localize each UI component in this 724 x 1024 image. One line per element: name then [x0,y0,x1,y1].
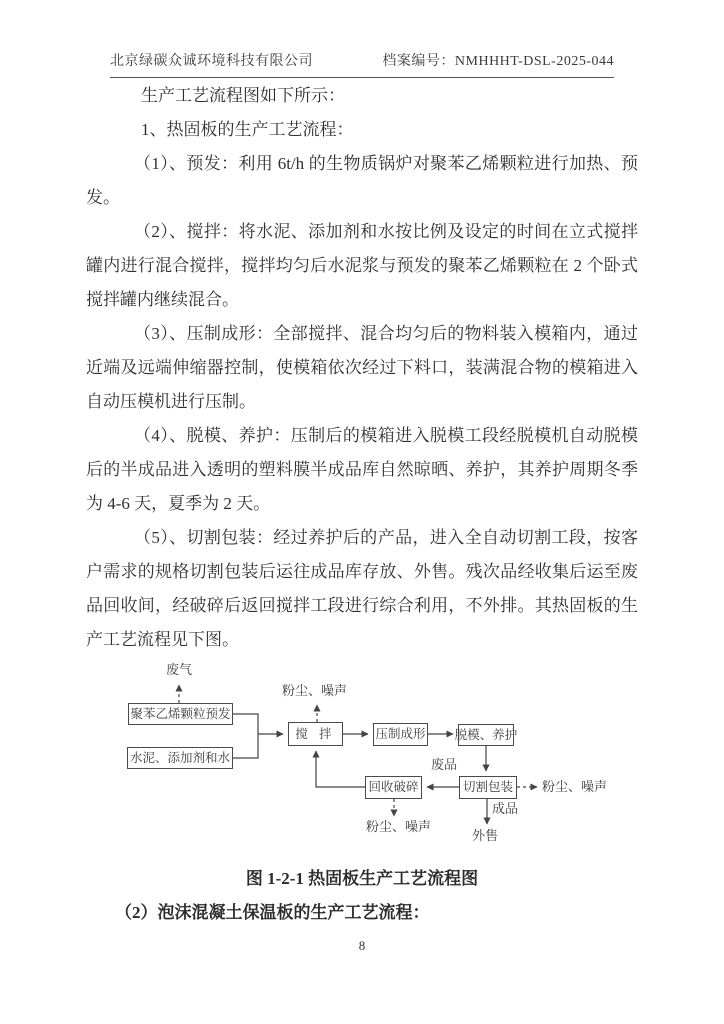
intro-line: 生产工艺流程图如下所示： [141,86,345,105]
flowchart-box-mixing: 搅 拌 [288,722,343,746]
label-dust-noise-right: 粉尘、噪声 [542,779,608,794]
flowchart-box-demold-curing: 脱模、养护 [458,724,514,746]
flowchart-box-cutting-packing: 切割包装 [459,776,517,799]
label-external-sale: 外售 [472,828,499,843]
flowchart-box-raw-materials: 水泥、添加剂和水 [127,747,233,769]
archive-number [382,50,614,70]
step-2-mixing: （2）、搅拌：将水泥、添加剂和水按比例及设定的时间在立式搅拌罐内进行混合搅拌，搅拌均匀后水泥浆与预发的聚苯乙烯颗粒在 2 个卧式搅拌罐内继续混合。 [86,222,638,309]
step-1-pre-expansion: （1）、预发：利用 6t/h 的生物质锅炉对聚苯乙烯颗粒进行加热、预发。 [86,154,638,207]
label-dust-noise-top: 粉尘、噪声 [282,683,348,698]
next-section-heading: （2）泡沫混凝土保温板的生产工艺流程： [115,903,430,922]
flowchart-box-recycle-crushing: 回收破碎 [365,776,422,799]
section-1-heading: 1、热固板的生产工艺流程： [141,120,354,139]
step-5-cutting-packing: （5）、切割包装：经过养护后的产品，进入全自动切割工段，按客户需求的规格切割包装后运往成品库存放、外售。残次品经收集后运至废品回收间，经破碎后返回搅拌工段进行综合利用，不外排。其热固板的生产工艺流程见下图。 [86,528,638,649]
label-scrap: 废品 [431,757,458,772]
step-4-demold-curing: （4）、脱模、养护：压制后的模箱进入脱模工段经脱模机自动脱模后的半成品进入透明的塑料膜半成品库自然晾晒、养护，其养护周期冬季为 4-6 天，夏季为 2 天。 [86,426,638,513]
step-3-press-forming: （3）、压制成形：全部搅拌、混合均匀后的物料装入模箱内，通过近端及远端伸缩器控制，使模箱依次经过下料口，装满混合物的模箱进入自动压模机进行压制。 [86,324,638,411]
label-finished-product: 成品 [492,801,519,816]
page-number: 8 [358,938,366,953]
figure-caption: 图 1-2-1 热固板生产工艺流程图 [245,869,479,888]
page-header [110,50,614,78]
flowchart-box-press-forming: 压制成形 [373,723,428,746]
archive-number-label: 档案编号： [382,54,455,69]
label-dust-noise-bottom: 粉尘、噪声 [366,819,432,834]
label-waste-gas: 废气 [166,662,193,677]
archive-number-value: NMHHHT-DSL-2025-044 [454,54,614,69]
process-flowchart [80,658,660,858]
body-text [86,79,638,657]
company-name: 北京绿碳众诚环境科技有限公司 [110,54,313,69]
flowchart-box-pre-expansion: 聚苯乙烯颗粒预发 [128,703,233,725]
